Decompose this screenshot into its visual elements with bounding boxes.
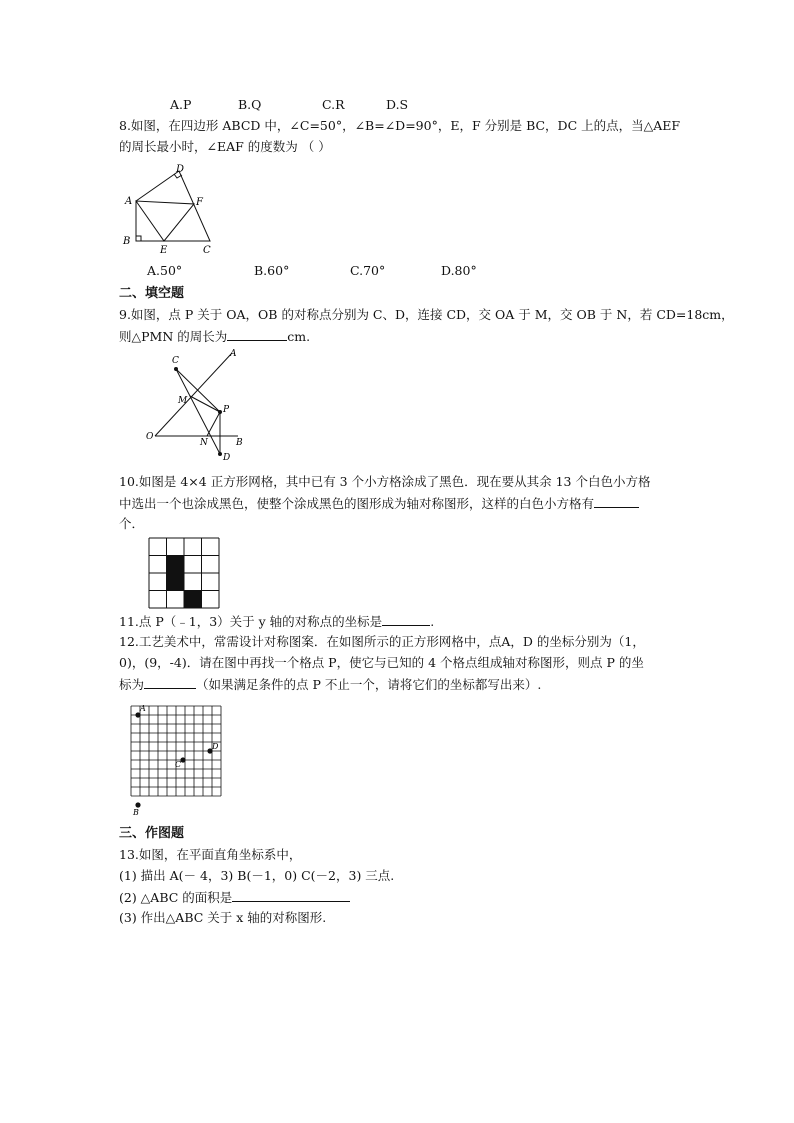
q12-stem-text: 标为 [119,677,145,692]
q10-answer-blank[interactable] [594,493,639,508]
q13-answer-blank[interactable] [232,887,350,902]
q8-stem-line1: 8.如图，在四边形 ABCD 中，∠C=50°，∠B=∠D=90°，E，F 分别是 BC，DC 上的点，当△AEF [119,118,681,133]
q8-label-e: E [160,245,168,256]
q9-label-p: P [223,405,230,415]
q7-option-b: B.Q [238,97,262,112]
q11-stem-end: . [430,614,435,629]
q13-stem-line1: 13.如图，在平面直角坐标系中， [119,847,302,862]
q9-answer-blank[interactable] [227,326,287,341]
q10-stem-line1: 10.如图是 4×4 正方形网格，其中已有 3 个小方格涂成了黑色．现在要从其余 13 个白色小方格 [119,474,651,489]
q10-grid-figure [148,537,220,609]
q10-black-cell-3 [184,591,202,609]
q9-label-a: A [230,349,237,359]
q9-stem-text: 则△PMN 的周长为 [119,329,228,344]
q12-stem-line2: 0)，(9，-4)．请在图中再找一个格点 P，使它与已知的 4 个格点组成轴对称图形，则点 P 的坐 [119,655,644,670]
q10-stem-line3: 个． [119,516,145,531]
q9-stem-line1: 9.如图，点 P 关于 OA，OB 的对称点分别为 C、D，连接 CD，交 OA 于 M，交 OB 于 N，若 CD=18cm， [119,307,734,322]
q9-point-p [218,410,222,414]
q12-label-b: B [133,808,139,817]
q12-point-b [135,802,140,807]
q9-label-o: O [146,432,154,442]
q8-quadrilateral-figure [118,165,228,255]
q8-right-angle-b [136,236,141,241]
q12-answer-blank[interactable] [144,674,196,689]
q8-option-a: A.50° [147,263,183,278]
q12-point-c [180,757,185,762]
q8-label-b: B [123,236,131,247]
q9-point-c [174,367,178,371]
q9-label-c: C [172,356,179,366]
q8-option-d: D.80° [441,263,477,278]
q9-stem-line2 [119,326,310,347]
q13-part-2-text: (2) △ABC 的面积是 [119,890,233,905]
q8-option-c: C.70° [350,263,386,278]
q8-label-a: A [125,196,133,207]
q13-part-3: (3) 作出△ABC 关于 x 轴的对称图形. [119,910,327,925]
q12-label-c: C [175,760,182,769]
q9-label-m: M [178,396,188,406]
q12-stem-line3 [119,674,541,695]
q10-stem-line2 [119,493,639,514]
q9-label-b: B [236,438,243,448]
q8-label-c: C [203,245,211,256]
q8-triangle-aef [136,201,194,241]
q12-stem-line1: 12.工艺美术中，常需设计对称图案．在如图所示的正方形网格中，点A，D 的坐标分别为（1， [119,634,645,649]
q11-stem-text: 11.点 P（﹣1，3）关于 y 轴的对称点的坐标是 [119,614,383,629]
q9-segment-cd [176,369,220,454]
q7-option-c: C.R [322,97,345,112]
q13-part-2 [119,887,350,908]
q10-grid-lines [149,538,219,608]
q8-label-f: F [196,197,203,208]
q9-segment-pn [207,412,220,436]
q9-point-d [218,452,222,456]
q11-answer-blank[interactable] [382,611,430,626]
q8-stem-line2: 的周长最小时，∠EAF 的度数为 （ ） [119,139,331,154]
section-3-title: 三、作图题 [119,826,185,841]
q10-black-cell-2 [167,573,185,591]
q13-part-1: (1) 描出 A(－ 4，3) B(－1，0) C(－2，3) 三点. [119,868,395,883]
q7-option-a: A.P [170,97,192,112]
q8-label-d: D [176,164,185,175]
q12-label-a: A [140,704,146,713]
q9-label-n: N [200,438,208,448]
q12-label-d: D [212,742,219,751]
q11-stem [119,611,434,632]
q12-stem-note: （如果满足条件的点 P 不止一个，请将它们的坐标都写出来）. [196,677,542,692]
q9-stem-unit: cm. [287,329,311,344]
q9-label-d: D [223,453,231,463]
q10-stem-text: 中选出一个也涂成黑色，使整个涂成黑色的图形成为轴对称图形，这样的白色小方格有 [119,496,595,511]
q10-black-cell-1 [167,556,185,574]
q7-option-d: D.S [386,97,409,112]
q12-point-a [135,712,140,717]
q8-option-b: B.60° [254,263,290,278]
q12-grid-figure [128,703,228,818]
q9-reflection-figure [140,348,250,463]
section-2-title: 二、填空题 [119,286,185,301]
